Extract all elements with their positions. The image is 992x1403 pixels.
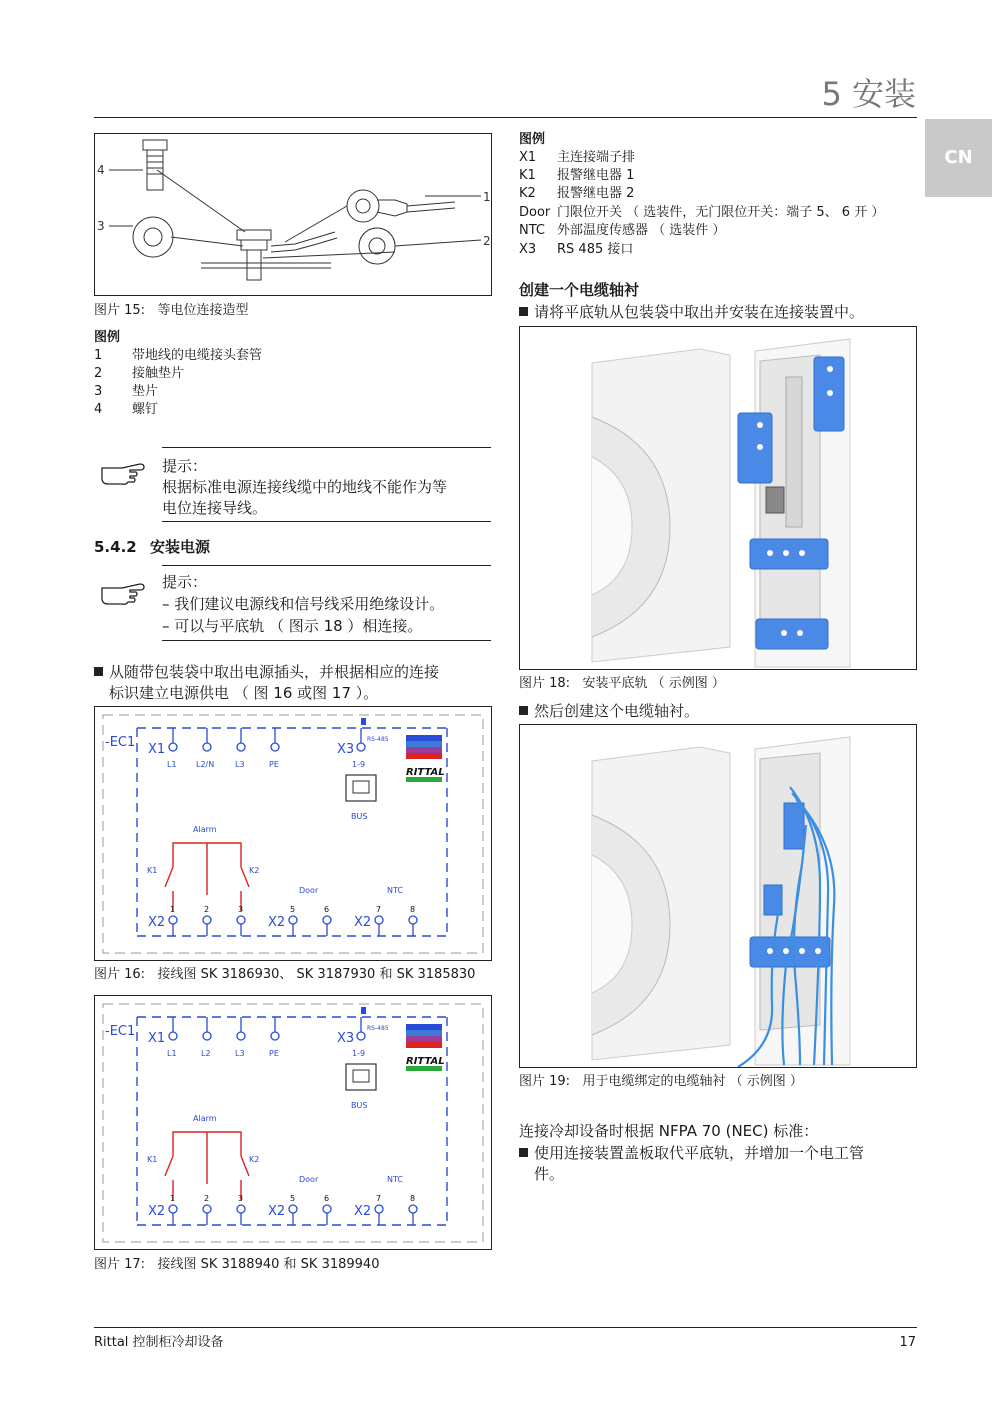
svg-text:PE: PE <box>269 1049 279 1058</box>
svg-text:1: 1 <box>170 1194 176 1203</box>
legend-right-item: X3 RS 485 接口 <box>519 242 634 257</box>
language-tab[interactable] <box>925 119 992 197</box>
nfpa-intro: 连接冷却设备时根据 NFPA 70 (NEC) 标准： <box>519 1122 819 1140</box>
svg-text:L1: L1 <box>167 1049 177 1058</box>
svg-text:Alarm: Alarm <box>193 1114 217 1123</box>
pointing-hand-icon <box>100 458 150 488</box>
legend-right-item: X1 主连接端子排 <box>519 150 636 165</box>
legend-left-item: 1 带地线的电缆接头套管 <box>94 348 263 363</box>
flat-rail-photo <box>520 327 916 669</box>
section-title: 安装电源 <box>150 538 211 556</box>
cable-bushing-photo <box>520 725 916 1067</box>
svg-text:Alarm: Alarm <box>193 825 217 834</box>
nfpa-line1: 使用连接装置盖板取代平底轨，并增加一个电工管 <box>519 1142 864 1164</box>
note2-line2: – 可以与平底轨 （ 图示 18 ）相连接。 <box>162 617 423 635</box>
x1-label: X1 <box>148 1031 166 1046</box>
callout-2: 2 <box>483 234 491 248</box>
svg-text:5: 5 <box>290 1194 296 1203</box>
svg-text:K1: K1 <box>147 866 158 875</box>
cable-step2: 然后创建这个电缆轴衬。 <box>519 700 699 722</box>
figure-18-caption: 图片 18: 安装平底轨 （ 示例图 ） <box>519 676 725 691</box>
svg-text:6: 6 <box>324 1194 330 1203</box>
bullet-square-icon <box>519 1148 528 1157</box>
svg-text:L3: L3 <box>235 760 245 769</box>
chapter-title: 5 安装 <box>821 75 916 113</box>
svg-text:PE: PE <box>269 760 279 769</box>
figure-17-wiring <box>94 995 492 1250</box>
footer-left: Rittal 控制柜冷却设备 <box>94 1335 224 1350</box>
note2-top-rule <box>162 565 491 566</box>
svg-text:5: 5 <box>290 905 296 914</box>
x2-label: X2 <box>268 915 286 930</box>
legend-left-item: 2 接触垫片 <box>94 366 185 381</box>
nfpa-line2: 件。 <box>534 1165 565 1183</box>
svg-text:L2: L2 <box>201 1049 211 1058</box>
svg-text:NTC: NTC <box>387 886 403 895</box>
figure-16-caption: 图片 16: 接线图 SK 3186930、 SK 3187930 和 SK 3185830 <box>94 967 476 982</box>
note1-line1: 根据标准电源连接线缆中的地线不能作为等 <box>162 478 448 496</box>
x2-label: X2 <box>354 915 372 930</box>
power-step-line2: 标识建立电源供电 （ 图 16 或图 17 ）。 <box>109 684 379 702</box>
equipotential-drawing <box>95 134 491 295</box>
svg-text:3: 3 <box>238 905 244 914</box>
legend-left-item: 3 垫片 <box>94 384 159 399</box>
note1-top-rule <box>162 447 491 448</box>
x3-label: X3 <box>337 742 355 757</box>
note1-line2: 电位连接导线。 <box>162 499 268 517</box>
svg-text:7: 7 <box>376 1194 382 1203</box>
figure-16-wiring <box>94 706 492 961</box>
svg-text:NTC: NTC <box>387 1175 403 1184</box>
svg-text:RITTAL: RITTAL <box>406 1056 445 1067</box>
figure-15 <box>94 133 492 296</box>
x2-label: X2 <box>268 1204 286 1219</box>
rs485-connector-icon <box>361 1007 366 1014</box>
x3-label: X3 <box>337 1031 355 1046</box>
legend-right-title: 图例 <box>519 132 546 147</box>
svg-text:L1: L1 <box>167 760 177 769</box>
page-number: 17 <box>899 1335 916 1350</box>
note2-line1: – 我们建议电源线和信号线采用绝缘设计。 <box>162 595 445 613</box>
ec1-label: -EC1 <box>105 1024 136 1039</box>
svg-text:2: 2 <box>204 1194 210 1203</box>
figure-18-photo <box>519 326 917 670</box>
svg-text:Door: Door <box>299 1175 319 1184</box>
svg-text:1-9: 1-9 <box>352 1049 366 1058</box>
svg-text:L3: L3 <box>235 1049 245 1058</box>
svg-text:2: 2 <box>204 905 210 914</box>
legend-left-title: 图例 <box>94 330 121 345</box>
bullet-square-icon <box>94 667 103 676</box>
svg-text:3: 3 <box>238 1194 244 1203</box>
svg-text:K1: K1 <box>147 1155 158 1164</box>
rs485-connector-icon <box>361 718 366 725</box>
figure-15-caption: 图片 15: 等电位连接造型 <box>94 303 249 318</box>
legend-right-item: K2 报警继电器 2 <box>519 186 635 201</box>
svg-text:6: 6 <box>324 905 330 914</box>
svg-text:L2/N: L2/N <box>196 760 215 769</box>
section-number: 5.4.2 <box>94 538 137 556</box>
bullet-square-icon <box>519 706 528 715</box>
wiring-diagram-17 <box>95 996 491 1249</box>
svg-text:Door: Door <box>299 886 319 895</box>
svg-text:RITTAL: RITTAL <box>406 767 445 778</box>
footer-rule <box>94 1327 917 1328</box>
legend-right-item: NTC 外部温度传感器 （ 选装件 ） <box>519 223 726 238</box>
svg-text:K2: K2 <box>249 866 260 875</box>
legend-right-item: Door 门限位开关 （ 选装件，无门限位开关：端子 5、 6 开 ） <box>519 205 885 220</box>
x2-label: X2 <box>354 1204 372 1219</box>
bullet-square-icon <box>519 307 528 316</box>
cable-step1: 请将平底轨从包装袋中取出并安装在连接装置中。 <box>519 301 864 323</box>
cable-title: 创建一个电缆轴衬 <box>519 281 640 299</box>
svg-text:1-9: 1-9 <box>352 760 366 769</box>
callout-3: 3 <box>97 219 105 233</box>
svg-text:1: 1 <box>170 905 176 914</box>
svg-text:RS-485: RS-485 <box>367 1025 389 1032</box>
svg-text:BUS: BUS <box>351 812 368 821</box>
note1-bottom-rule <box>162 521 491 522</box>
legend-left-item: 4 螺钉 <box>94 402 159 417</box>
pointing-hand-icon <box>100 578 150 608</box>
note1-label: 提示： <box>162 457 208 475</box>
language-tab-label: CN <box>944 147 973 168</box>
figure-17-caption: 图片 17: 接线图 SK 3188940 和 SK 3189940 <box>94 1257 380 1272</box>
svg-text:K2: K2 <box>249 1155 260 1164</box>
note2-bottom-rule <box>162 640 491 641</box>
svg-text:8: 8 <box>410 905 416 914</box>
header-rule <box>94 117 917 118</box>
ec1-label: -EC1 <box>105 735 136 750</box>
wiring-diagram-16 <box>95 707 491 960</box>
x1-label: X1 <box>148 742 166 757</box>
x2-label: X2 <box>148 915 166 930</box>
rittal-logo <box>406 735 445 782</box>
power-step-line1: 从随带包装袋中取出电源插头，并根据相应的连接 <box>94 661 439 683</box>
svg-text:RS-485: RS-485 <box>367 736 389 743</box>
figure-19-photo <box>519 724 917 1068</box>
svg-text:7: 7 <box>376 905 382 914</box>
svg-text:BUS: BUS <box>351 1101 368 1110</box>
note2-label: 提示： <box>162 573 208 591</box>
callout-1: 1 <box>483 190 491 204</box>
figure-19-caption: 图片 19: 用于电缆绑定的电缆轴衬 （ 示例图 ） <box>519 1074 803 1089</box>
legend-right-item: K1 报警继电器 1 <box>519 168 635 183</box>
callout-4: 4 <box>97 163 105 177</box>
rittal-logo <box>406 1024 445 1071</box>
x2-label: X2 <box>148 1204 166 1219</box>
svg-text:8: 8 <box>410 1194 416 1203</box>
